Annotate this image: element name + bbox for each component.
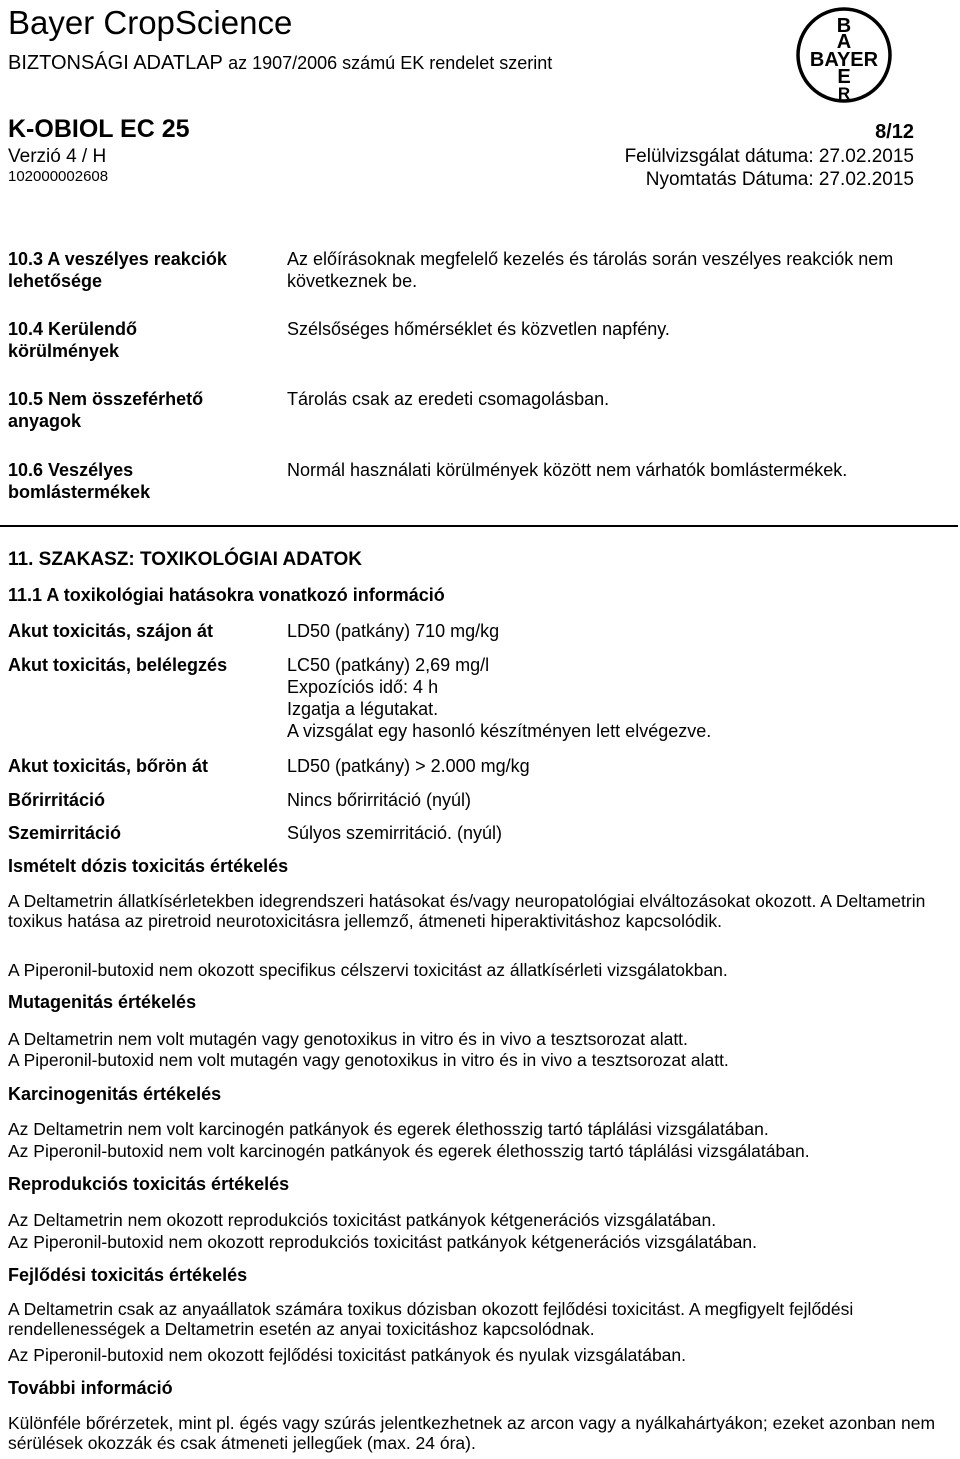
section-10-5-label: 10.5 Nem összeférhető anyagok	[8, 389, 204, 431]
tox-value-inhalation	[287, 654, 711, 742]
tox-label-inhalation: Akut toxicitás, belélegzés	[8, 655, 228, 675]
tox-label-eye-irritation: Szemirritáció	[8, 823, 122, 843]
logo-letter-a: A	[836, 31, 852, 53]
section-10-5-value: Tárolás csak az eredeti csomagolásban.	[287, 389, 610, 409]
material-number: 102000002608	[8, 168, 109, 185]
mutagenicity-p1: A Deltametrin nem volt mutagén vagy genotoxikus in vitro és in vivo a tesztsorozat alatt.	[8, 1029, 688, 1049]
reproductive-p1: Az Deltametrin nem okozott reprodukciós toxicitást patkányok kétgenerációs vizsgálatában.	[8, 1210, 717, 1230]
logo-letter-b: B	[836, 15, 852, 37]
logo-letter-e: E	[837, 66, 851, 88]
logo-word-bayer: BAYER	[809, 49, 879, 71]
section-11-title: 11. SZAKASZ: TOXIKOLÓGIAI ADATOK	[8, 549, 362, 570]
tox-value-line: LC50 (patkány) 2,69 mg/l	[287, 655, 490, 675]
developmental-heading: Fejlődési toxicitás értékelés	[8, 1265, 248, 1285]
tox-label-oral: Akut toxicitás, szájon át	[8, 621, 214, 641]
tox-value-oral	[287, 620, 499, 642]
revision-date: Felülvizsgálat dátuma: 27.02.2015	[624, 146, 914, 167]
repeated-dose-p2: A Piperonil-butoxid nem okozott specifikus célszervi toxicitást az állatkísérleti vizsgálatokban.	[8, 960, 728, 980]
company-name: Bayer CropScience	[8, 4, 293, 41]
section-10-6-label: 10.6 Veszélyes bomlástermékek	[8, 460, 151, 502]
tox-label-skin-irritation: Bőrirritáció	[8, 790, 106, 810]
tox-value-line: LD50 (patkány) 710 mg/kg	[287, 621, 500, 641]
tox-value-eye-irritation	[287, 822, 502, 844]
mutagenicity-heading: Mutagenitás értékelés	[8, 992, 197, 1012]
reproductive-p2: Az Piperonil-butoxid nem okozott reprodukciós toxicitást patkányok kétgenerációs vizsgálatában.	[8, 1232, 758, 1252]
section-divider	[0, 525, 958, 527]
developmental-p1: A Deltametrin csak az anyaállatok számára toxikus dózisban okozott fejlődési toxicitást. A megfigyelt fejlődési rendellenességek a Deltametrin esetén az anyai toxicitáshoz kapcsolódnak.	[8, 1299, 854, 1339]
repeated-dose-heading: Ismételt dózis toxicitás értékelés	[8, 856, 289, 876]
section-10-4-value: Szélsőséges hőmérséklet és közvetlen napfény.	[287, 319, 670, 339]
page-number: 8/12	[875, 121, 914, 143]
section-10-4-label: 10.4 Kerülendő körülmények	[8, 319, 138, 361]
print-date: Nyomtatás Dátuma: 27.02.2015	[645, 169, 914, 190]
section-10-3-value: Az előírásoknak megfelelő kezelés és tárolás során veszélyes reakciók nem következnek be.	[287, 249, 894, 291]
developmental-p2: Az Piperonil-butoxid nem okozott fejlődési toxicitást patkányok és nyulak vizsgálatában.	[8, 1345, 687, 1365]
repeated-dose-p1: A Deltametrin állatkísérletekben idegrendszeri hatásokat és/vagy neuropatológiai elváltozásokat okozott. A Deltametrin toxikus hatása az piretroid neurotoxicitásra jellemző, átmeneti hiperaktivitáshoz kapcsolódik.	[8, 891, 926, 931]
tox-value-dermal	[287, 755, 530, 777]
carcinogenicity-p1: Az Deltametrin nem volt karcinogén patkányok és egerek élethosszig tartó táplálási vizsgálatában.	[8, 1119, 769, 1139]
tox-value-line: Nincs bőrirritáció (nyúl)	[287, 790, 472, 810]
tox-value-line: Expozíciós idő: 4 h	[287, 677, 439, 697]
document-type-line	[8, 52, 552, 75]
regulation-reference: az 1907/2006 számú EK rendelet szerint	[228, 53, 553, 73]
tox-value-line: A vizsgálat egy hasonló készítményen lett elvégezve.	[287, 721, 712, 741]
section-10-3-label: 10.3 A veszélyes reakciók lehetősége	[8, 249, 227, 291]
reproductive-heading: Reprodukciós toxicitás értékelés	[8, 1174, 290, 1194]
mutagenicity-p2: A Piperonil-butoxid nem volt mutagén vagy genotoxikus in vitro és in vivo a tesztsorozat alatt.	[8, 1050, 729, 1070]
section-10-6-value: Normál használati körülmények között nem várhatók bomlástermékek.	[287, 460, 848, 480]
logo-letter-r: R	[837, 84, 851, 103]
version: Verzió 4 / H	[8, 146, 107, 167]
section-11-1-subtitle: 11.1 A toxikológiai hatásokra vonatkozó információ	[8, 585, 445, 605]
bayer-logo	[794, 5, 894, 105]
carcinogenicity-heading: Karcinogenitás értékelés	[8, 1084, 222, 1104]
document-type: BIZTONSÁGI ADATLAP	[8, 52, 223, 74]
product-name: K-OBIOL EC 25	[8, 115, 190, 143]
tox-value-line: Izgatja a légutakat.	[287, 699, 439, 719]
further-info-p1: Különféle bőrérzetek, mint pl. égés vagy szúrás jelentkezhetnek az arcon vagy a nyálkahártyákon; ezeket azonban nem sérülések okozzák és csak átmeneti jellegűek (max. 24 óra).	[8, 1413, 936, 1453]
carcinogenicity-p2: Az Piperonil-butoxid nem volt karcinogén patkányok és egerek élethosszig tartó táplálási vizsgálatában.	[8, 1141, 810, 1161]
further-info-heading: További információ	[8, 1378, 173, 1398]
tox-label-dermal: Akut toxicitás, bőrön át	[8, 756, 209, 776]
tox-value-line: Súlyos szemirritáció. (nyúl)	[287, 823, 503, 843]
tox-value-skin-irritation	[287, 789, 471, 811]
tox-value-line: LD50 (patkány) > 2.000 mg/kg	[287, 756, 530, 776]
